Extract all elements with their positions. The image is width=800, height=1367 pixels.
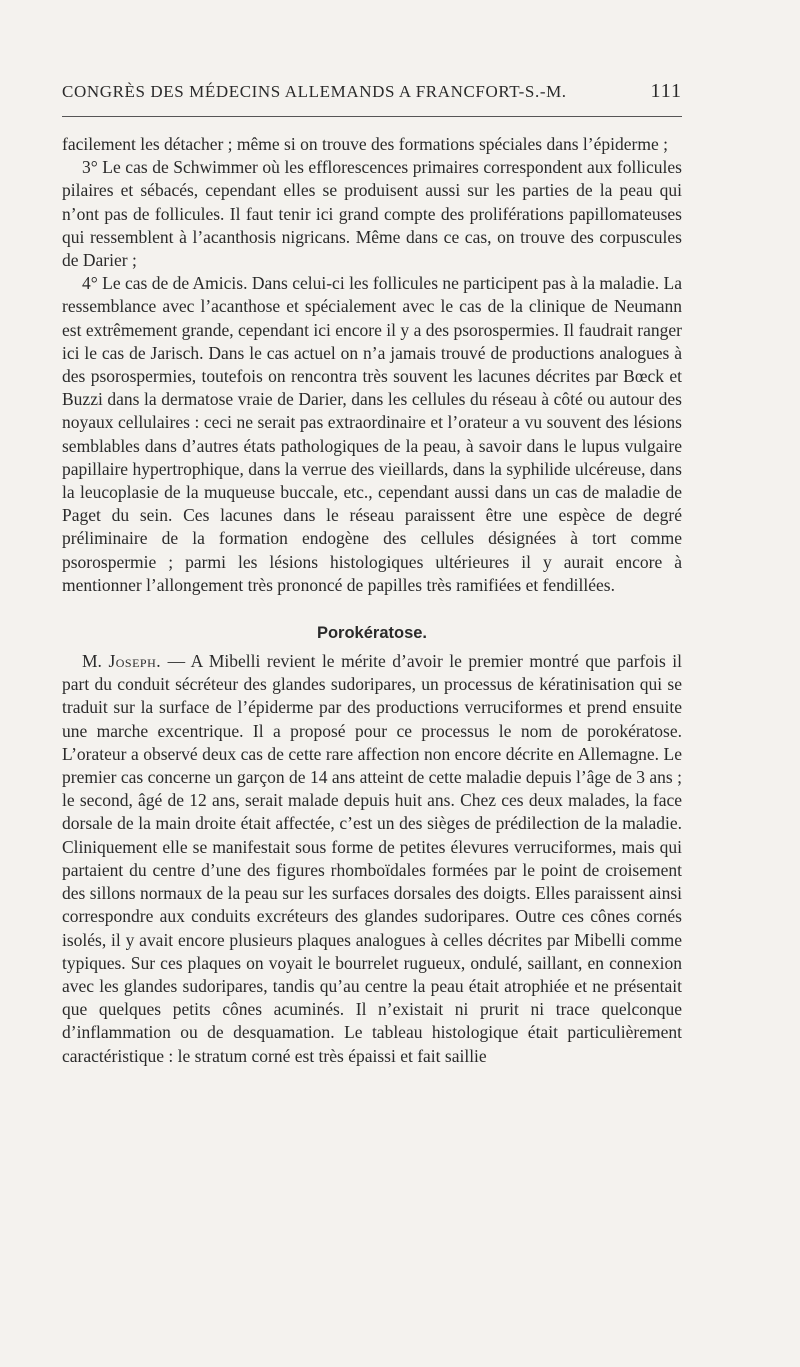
header-rule (62, 116, 682, 117)
paragraph-porokeratose-text: — A Mibelli revient le mérite d’avoir le premier montré que parfois il part du conduit sécréteur des glandes sudoripares, un processus de kératinisation qui se traduit sur la surface de l’épiderme par des productions verruciformes et prend ensuite une marche excentrique. Il a proposé pour ce processus le nom de porokératose. L’orateur a observé deux cas de cette rare affection non encore décrite en Allemagne. Le premier cas concerne un garçon de 14 ans atteint de cette maladie depuis l’âge de 3 ans ; le second, âgé de 12 ans, serait malade depuis huit ans. Chez ces deux malades, la face dorsale de la main droite était affectée, c’est un des sièges de prédilection de la maladie. Cliniquement elle se manifestait sous forme de petites élevures verruciformes, mais qui partaient du centre d’une des figures rhomboïdales formées par le point de croisement des sillons normaux de la peau sur les surfaces dorsales des doigts. Elles paraissent ainsi correspondre aux conduits excréteurs des glandes sudoripares. Outre ces cônes cornés isolés, il y avait encore plusieurs plaques analogues à celles décrites par Mibelli comme typiques. Sur ces plaques on voyait le bourrelet rugueux, ondulé, saillant, en connexion avec les glandes sudoripares, tandis qu’au centre la peau était atrophiée et ne présentait que quelques petits cônes acuminés. Il n’existait ni prurit ni trace quelconque d’inflammation ou de desquamation. Le tableau histologique était particulièrement caractéristique : le stratum corné est très épaissi et fait saillie (62, 651, 682, 1066)
running-title: CONGRÈS DES MÉDECINS ALLEMANDS A FRANCFORT-S.-M. (62, 82, 567, 101)
section-heading: Porokératose. (316, 624, 428, 643)
running-head (62, 80, 682, 103)
body-text (62, 133, 682, 1068)
paragraph-case-4: 4° Le cas de de Amicis. Dans celui-ci les follicules ne participent pas à la maladie. La ressemblance avec l’acanthose et spécialement avec le cas de la clinique de Neumann est extrêmement grande, cependant ici encore il y a des psorospermies. Il faudrait ranger ici le cas de Jarisch. Dans le cas actuel on n’a jamais trouvé de productions analogues à des psorospermies, toutefois on rencontra très souvent les lacunes décrites par Bœck et Buzzi dans la dermatose vraie de Darier, dans les cellules du réseau à côté ou autour des noyaux cellulaires : ceci ne serait pas extraordinaire et l’orateur a vu souvent des lésions semblables dans d’autres états pathologiques de la peau, à savoir dans le lupus vulgaire papillaire hypertrophique, dans la verrue des vieillards, dans la syphilide ulcéreuse, dans la leucoplasie de la muqueuse buccale, etc., cependant aussi dans un cas de maladie de Paget du sein. Ces lacunes dans le réseau paraissent être une espèce de degré préliminaire de la formation endogène des cellules désignées à tort comme psorospermie ; parmi les lésions histologiques ultérieures il y aurait encore à mentionner l’allongement très prononcé de papilles très ramifiées et fendillées. (62, 273, 682, 595)
speaker-prefix: M. (82, 651, 102, 672)
paragraph-porokeratose (62, 650, 682, 1068)
paragraph-case-3: 3° Le cas de Schwimmer où les efflorescences primaires correspondent aux follicules pilaires et sébacés, cependant elles se produisent aussi sur les parties de la peau qui n’ont pas de follicules. Il faut tenir ici grand compte des proliférations papillomateuses qui ressemblent à l’acanthosis nigricans. Même dans ce cas, on trouve des corpuscules de Darier ; (62, 157, 682, 271)
paragraph-continuation: facilement les détacher ; même si on trouve des formations spéciales dans l’épiderme ; (62, 134, 668, 154)
page-number: 111 (650, 80, 682, 102)
speaker-name: Joseph. (108, 651, 162, 672)
